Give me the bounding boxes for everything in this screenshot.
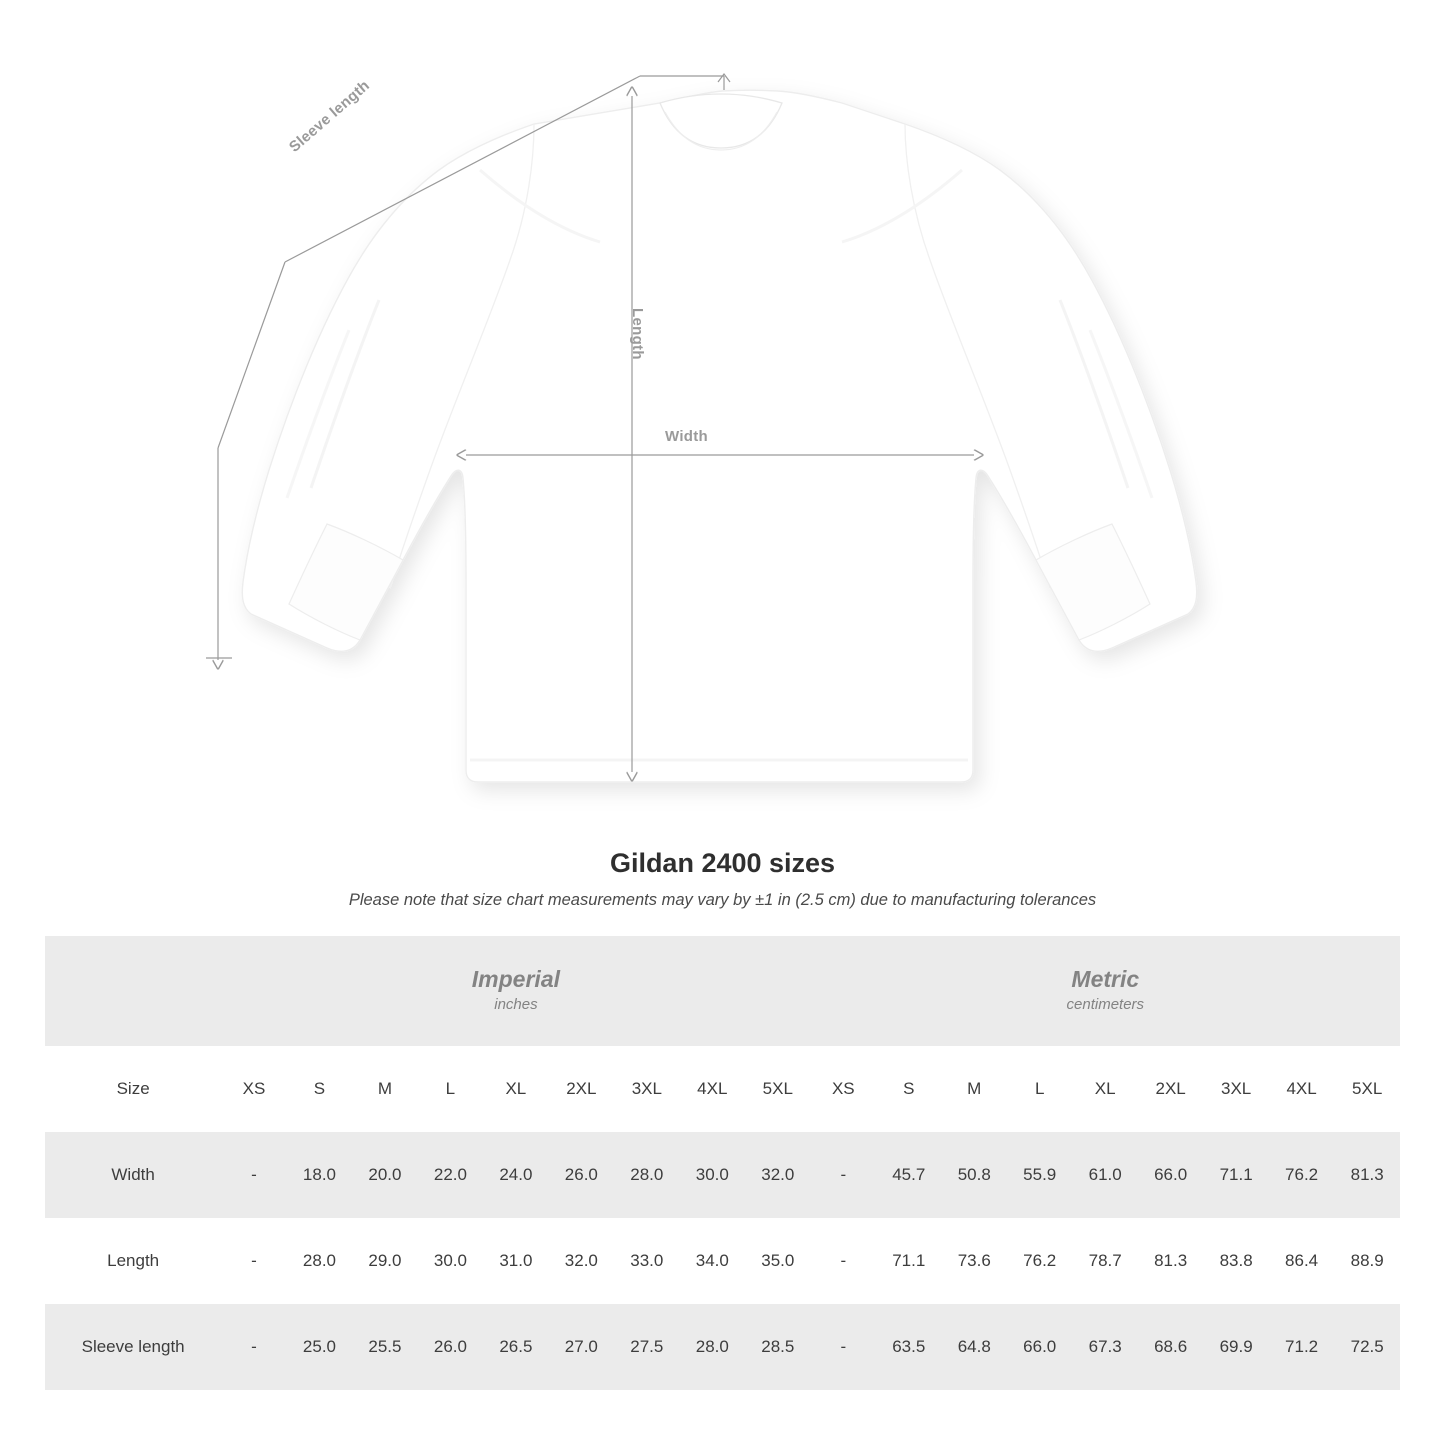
column-header-imperial-2xl: 2XL	[549, 1046, 614, 1132]
cell-length-imperial-2xl: 32.0	[549, 1218, 614, 1304]
cell-width-metric-l: 55.9	[1007, 1132, 1072, 1218]
cell-sleeve-imperial-s: 25.0	[287, 1304, 352, 1390]
table-row	[45, 1218, 1400, 1304]
cell-length-imperial-3xl: 33.0	[614, 1218, 679, 1304]
cell-width-imperial-m: 20.0	[352, 1132, 417, 1218]
cell-width-imperial-2xl: 26.0	[549, 1132, 614, 1218]
column-header-imperial-4xl: 4XL	[680, 1046, 745, 1132]
cell-width-imperial-5xl: 32.0	[745, 1132, 811, 1218]
cell-sleeve-metric-4xl: 71.2	[1269, 1304, 1334, 1390]
cell-sleeve-imperial-xs: -	[221, 1304, 286, 1390]
column-header-imperial-xl: XL	[483, 1046, 548, 1132]
cell-sleeve-imperial-2xl: 27.0	[549, 1304, 614, 1390]
column-header-imperial-xs: XS	[221, 1046, 286, 1132]
cell-length-metric-l: 76.2	[1007, 1218, 1072, 1304]
unit-header-spacer	[45, 936, 221, 1046]
cell-length-metric-xs: -	[811, 1218, 876, 1304]
cell-sleeve-imperial-5xl: 28.5	[745, 1304, 811, 1390]
cell-sleeve-imperial-4xl: 28.0	[680, 1304, 745, 1390]
cell-width-imperial-xl: 24.0	[483, 1132, 548, 1218]
column-header-metric-5xl: 5XL	[1334, 1046, 1400, 1132]
column-header-metric-xs: XS	[811, 1046, 876, 1132]
cell-sleeve-imperial-m: 25.5	[352, 1304, 417, 1390]
cell-sleeve-metric-s: 63.5	[876, 1304, 941, 1390]
column-header-metric-l: L	[1007, 1046, 1072, 1132]
cell-sleeve-metric-xs: -	[811, 1304, 876, 1390]
cell-width-metric-xs: -	[811, 1132, 876, 1218]
column-header-imperial-m: M	[352, 1046, 417, 1132]
cell-length-imperial-m: 29.0	[352, 1218, 417, 1304]
cell-sleeve-imperial-3xl: 27.5	[614, 1304, 679, 1390]
row-label-sleeve-length: Sleeve length	[45, 1304, 221, 1390]
cell-length-metric-5xl: 88.9	[1334, 1218, 1400, 1304]
cell-length-metric-m: 73.6	[942, 1218, 1007, 1304]
column-header-metric-2xl: 2XL	[1138, 1046, 1203, 1132]
cell-length-imperial-s: 28.0	[287, 1218, 352, 1304]
unit-group-imperial-name: Imperial	[471, 965, 561, 992]
column-header-size: Size	[45, 1046, 221, 1132]
cell-sleeve-imperial-xl: 26.5	[483, 1304, 548, 1390]
cell-width-metric-2xl: 66.0	[1138, 1132, 1203, 1218]
column-header-metric-4xl: 4XL	[1269, 1046, 1334, 1132]
column-header-imperial-3xl: 3XL	[614, 1046, 679, 1132]
cell-width-metric-m: 50.8	[942, 1132, 1007, 1218]
table-row	[45, 1304, 1400, 1390]
cell-width-metric-3xl: 71.1	[1203, 1132, 1268, 1218]
unit-header-row	[45, 936, 1400, 1046]
cell-sleeve-metric-l: 66.0	[1007, 1304, 1072, 1390]
cell-length-metric-4xl: 86.4	[1269, 1218, 1334, 1304]
cell-length-imperial-5xl: 35.0	[745, 1218, 811, 1304]
cell-width-imperial-4xl: 30.0	[680, 1132, 745, 1218]
cell-length-metric-xl: 78.7	[1072, 1218, 1137, 1304]
column-header-imperial-s: S	[287, 1046, 352, 1132]
cell-length-imperial-4xl: 34.0	[680, 1218, 745, 1304]
cell-sleeve-metric-5xl: 72.5	[1334, 1304, 1400, 1390]
column-header-imperial-l: L	[418, 1046, 483, 1132]
cell-width-metric-4xl: 76.2	[1269, 1132, 1334, 1218]
cell-width-imperial-3xl: 28.0	[614, 1132, 679, 1218]
column-header-imperial-5xl: 5XL	[745, 1046, 811, 1132]
cell-width-metric-s: 45.7	[876, 1132, 941, 1218]
unit-group-imperial	[221, 936, 810, 1046]
cell-width-imperial-s: 18.0	[287, 1132, 352, 1218]
unit-group-imperial-sub: inches	[494, 996, 538, 1014]
cell-width-imperial-l: 22.0	[418, 1132, 483, 1218]
cell-width-metric-xl: 61.0	[1072, 1132, 1137, 1218]
shirt-shape	[242, 90, 1196, 782]
cell-sleeve-metric-3xl: 69.9	[1203, 1304, 1268, 1390]
sleeve-length-dimension-label: Sleeve length	[286, 76, 374, 156]
cell-length-imperial-xs: -	[221, 1218, 286, 1304]
cell-length-imperial-l: 30.0	[418, 1218, 483, 1304]
column-header-metric-3xl: 3XL	[1203, 1046, 1268, 1132]
unit-group-metric	[811, 936, 1400, 1046]
column-header-metric-m: M	[942, 1046, 1007, 1132]
page-title: Gildan 2400 sizes	[609, 848, 836, 878]
unit-group-metric-sub: centimeters	[1066, 996, 1145, 1014]
cell-length-metric-s: 71.1	[876, 1218, 941, 1304]
cell-length-imperial-xl: 31.0	[483, 1218, 548, 1304]
cell-width-metric-5xl: 81.3	[1334, 1132, 1400, 1218]
size-chart-table-wrapper	[45, 936, 1400, 1390]
cell-length-metric-3xl: 83.8	[1203, 1218, 1268, 1304]
column-header-metric-xl: XL	[1072, 1046, 1137, 1132]
size-chart-table	[45, 936, 1400, 1390]
title-block	[0, 848, 1445, 910]
row-label-width: Width	[45, 1132, 221, 1218]
cell-sleeve-metric-m: 64.8	[942, 1304, 1007, 1390]
tolerance-note: Please note that size chart measurements may vary by ±1 in (2.5 cm) due to manufacturing tolerances	[348, 891, 1097, 909]
cell-sleeve-imperial-l: 26.0	[418, 1304, 483, 1390]
cell-sleeve-metric-xl: 67.3	[1072, 1304, 1137, 1390]
unit-group-metric-name: Metric	[1071, 965, 1140, 992]
cell-sleeve-metric-2xl: 68.6	[1138, 1304, 1203, 1390]
cell-length-metric-2xl: 81.3	[1138, 1218, 1203, 1304]
column-header-metric-s: S	[876, 1046, 941, 1132]
width-dimension-label: Width	[665, 428, 709, 445]
size-header-row	[45, 1046, 1400, 1132]
row-label-length: Length	[45, 1218, 221, 1304]
cell-width-imperial-xs: -	[221, 1132, 286, 1218]
length-dimension-label: Length	[629, 308, 646, 360]
table-row	[45, 1132, 1400, 1218]
